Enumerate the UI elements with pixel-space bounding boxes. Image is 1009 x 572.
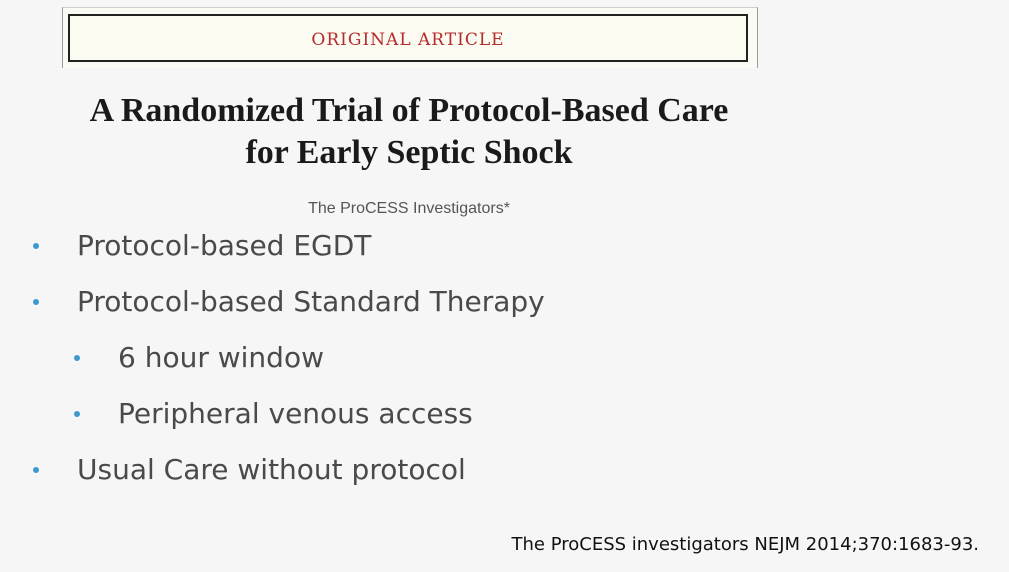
citation-reference: The ProCESS investigators NEJM 2014;370:1683-93. [511, 534, 979, 555]
bullet-text: Protocol-based Standard Therapy [77, 285, 545, 318]
article-title-line-1: A Randomized Trial of Protocol-Based Care [89, 92, 729, 129]
bullet-dot-icon [33, 299, 39, 305]
bullet-text: Protocol-based EGDT [77, 229, 372, 262]
bullet-dot-icon [74, 411, 80, 417]
bullet-dot-icon [74, 355, 80, 361]
bullet-text: 6 hour window [118, 341, 324, 374]
bullet-text: Usual Care without protocol [77, 453, 466, 486]
bullet-text: Peripheral venous access [118, 397, 473, 430]
article-authors: The ProCESS Investigators* [308, 200, 510, 217]
bullet-dot-icon [33, 243, 39, 249]
article-title-line-2: for Early Septic Shock [245, 134, 573, 171]
bullet-dot-icon [33, 467, 39, 473]
article-type-label: ORIGINAL ARTICLE [311, 30, 505, 50]
